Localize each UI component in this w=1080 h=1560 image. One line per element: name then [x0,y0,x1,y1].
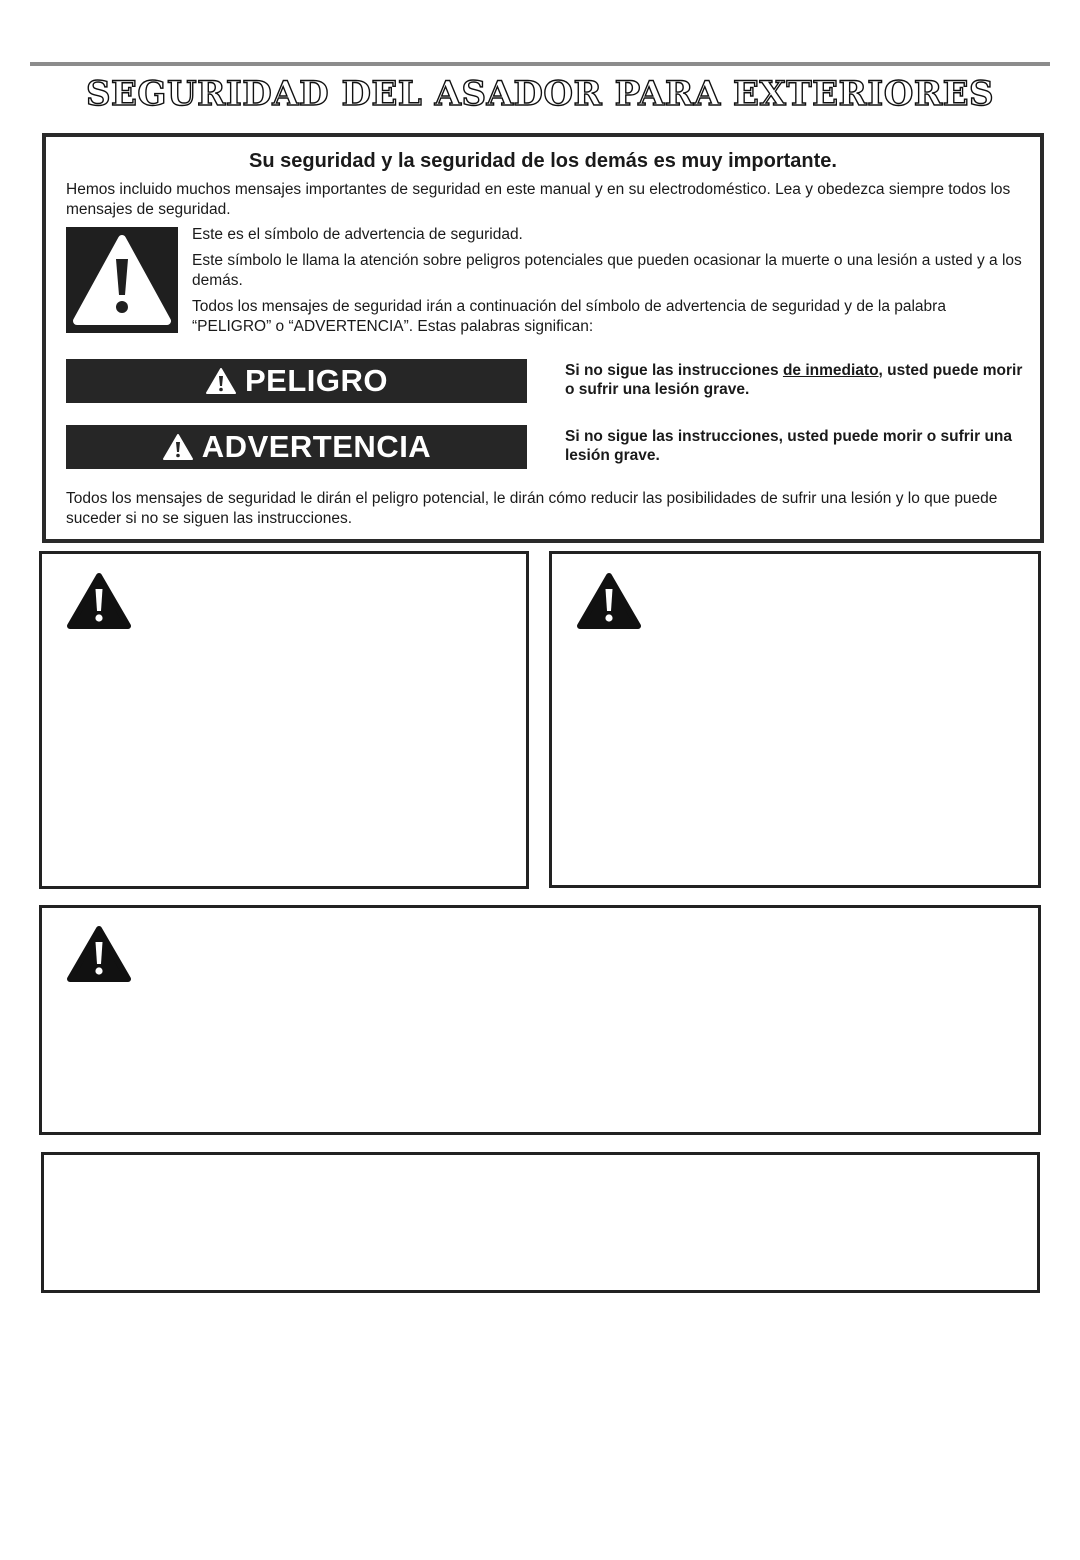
symbol-text-1: Este es el símbolo de advertencia de seguridad. [192,226,523,243]
warning-box-left [39,551,529,889]
warning-triangle-icon [66,227,178,333]
danger-desc-underlined: de inmediato [782,362,879,379]
safety-intro-text: Hemos incluido muchos mensajes importantes de seguridad en este manual y en su electrodoméstico. Lea y obedezca siempre todos los mensajes de seguridad. [66,181,1011,218]
warning-box-right [549,551,1041,888]
danger-description [565,361,1025,399]
page-title: SEGURIDAD DEL ASADOR PARA EXTERIORES [85,74,995,114]
danger-label: PELIGRO [244,363,388,398]
warning-box-wide [39,905,1041,1135]
symbol-text-2: Este símbolo le llama la atención sobre peligros potenciales que pueden ocasionar la muerte o una lesión a usted y a los demás. [192,252,1022,289]
danger-desc-part-1: Si no sigue las instrucciones [565,362,783,379]
danger-desc-part-2: , usted puede morir o sufrir una lesión grave. [565,362,1023,398]
warning-triangle-icon [66,925,132,983]
warning-label: ADVERTENCIA [201,429,432,464]
top-divider-rule [30,62,1050,66]
symbol-text-3: Todos los mensajes de seguridad irán a continuación del símbolo de advertencia de seguridad y de la palabra “PELIGRO” o “ADVERTENCIA”. Estas palabras significan: [192,298,946,335]
warning-triangle-icon [162,433,194,461]
warning-triangle-icon [576,572,642,630]
safety-closing-text: Todos los mensajes de seguridad le dirán el peligro potencial, le dirán cómo reducir las posibilidades de sufrir una lesión y lo que puede suceder si no se siguen las instrucciones. [66,490,998,527]
warning-description: Si no sigue las instrucciones, usted puede morir o sufrir una lesión grave. [565,428,1013,464]
safety-box-heading: Su seguridad y la seguridad de los demás es muy importante. [249,150,837,172]
symbol-explanation [192,225,1028,343]
safety-information-box [42,133,1044,543]
warning-triangle-icon [205,367,237,395]
notice-box-bottom [41,1152,1040,1293]
warning-signal-bar [66,425,527,469]
warning-triangle-icon [66,572,132,630]
danger-signal-bar [66,359,527,403]
